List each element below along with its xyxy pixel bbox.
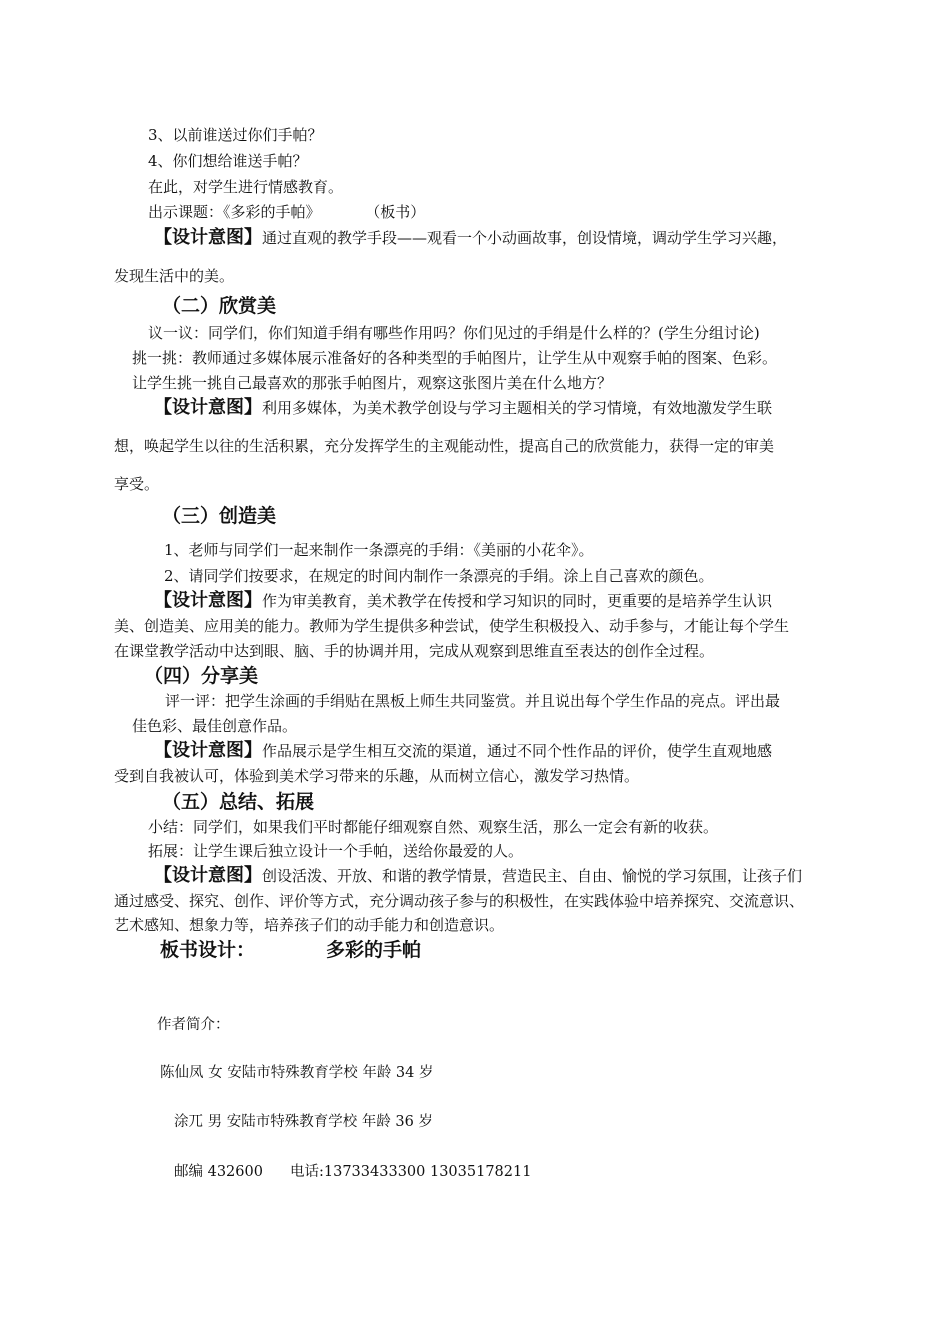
design-intent-tag: 【设计意图】 — [154, 590, 262, 611]
create-item-1: 1、老师与同学们一起来制作一条漂亮的手绢：《美丽的小花伞》。 — [164, 541, 594, 559]
design-intent-1-cont: 发现生活中的美。 — [114, 267, 235, 285]
design-intent-2-line3: 享受。 — [114, 475, 160, 493]
design-intent-tag: 【设计意图】 — [154, 397, 262, 418]
author-heading: 作者简介： — [157, 1017, 230, 1033]
design-intent-2 — [154, 398, 772, 418]
board-design-label: 板书设计： — [160, 939, 256, 961]
section-5-title: （五）总结、拓展 — [162, 791, 315, 813]
extend-line: 拓展：让学生课后独立设计一个手帕，送给你最爱的人。 — [148, 842, 524, 860]
section-3-title: （三）创造美 — [162, 505, 277, 527]
design-intent-4 — [154, 741, 772, 761]
evaluate-line-1: 评一评：把学生涂画的手绢贴在黑板上师生共同鉴赏。并且说出每个学生作品的亮点。评出最 — [165, 692, 781, 710]
board-design-title: 多彩的手帕 — [326, 939, 422, 961]
design-intent-5-line2: 通过感受、探究、创作、评价等方式，充分调动孩子参与的积极性，在实践体验中培养探究、交流意识、 — [114, 892, 805, 910]
design-intent-5-line3: 艺术感知、想象力等，培养孩子们的动手能力和创造意识。 — [114, 916, 505, 934]
design-intent-1 — [154, 228, 787, 248]
pick-line-1: 挑一挑：教师通过多媒体展示准备好的各种类型的手帕图片，让学生从中观察手帕的图案、色彩。 — [132, 349, 778, 367]
create-item-2: 2、请同学们按要求，在规定的时间内制作一条漂亮的手绢。涂上自己喜欢的颜色。 — [164, 567, 714, 585]
phone: 电话:13733433300 13035178211 — [290, 1164, 532, 1180]
design-intent-tag: 【设计意图】 — [154, 865, 262, 886]
discuss-line: 议一议：同学们，你们知道手绢有哪些作用吗？你们见过的手绢是什么样的？(学生分组讨论) — [148, 324, 760, 342]
design-intent-tag: 【设计意图】 — [154, 227, 262, 248]
design-intent-3-line2: 美、创造美、应用美的能力。教师为学生提供多种尝试，使学生积极投入、动手参与，才能让每个学生 — [114, 617, 790, 635]
topic-note: （板书） — [365, 203, 426, 221]
emotion-education: 在此，对学生进行情感教育。 — [148, 178, 344, 196]
question-3: 3、以前谁送过你们手帕？ — [148, 126, 323, 144]
evaluate-line-2: 佳色彩、最佳创意作品。 — [132, 717, 298, 735]
design-intent-tag: 【设计意图】 — [154, 740, 262, 761]
design-intent-3 — [154, 591, 772, 611]
section-4-title: （四）分享美 — [144, 665, 259, 687]
topic-line — [148, 202, 425, 222]
design-intent-4-line2: 受到自我被认可，体验到美术学习带来的乐趣，从而树立信心，激发学习热情。 — [114, 767, 640, 785]
design-intent-text: 利用多媒体，为美术教学创设与学习主题相关的学习情境，有效地激发学生联 — [262, 399, 773, 417]
design-intent-text: 作为审美教育，美术教学在传授和学习知识的同时，更重要的是培养学生认识 — [262, 592, 773, 610]
section-2-title: （二）欣赏美 — [162, 295, 277, 317]
design-intent-text: 创设活泼、开放、和谐的教学情景，营造民主、自由、愉悦的学习氛围，让孩子们 — [262, 867, 803, 885]
summary-line: 小结：同学们，如果我们平时都能仔细观察自然、观察生活，那么一定会有新的收获。 — [148, 818, 719, 836]
topic-text: 出示课题：《多彩的手帕》 — [148, 203, 321, 221]
postcode: 邮编 432600 — [174, 1164, 263, 1180]
author-1: 陈仙凤 女 安陆市特殊教育学校 年龄 34 岁 — [160, 1065, 434, 1081]
question-4: 4、你们想给谁送手帕？ — [148, 152, 308, 170]
pick-line-2: 让学生挑一挑自己最喜欢的那张手帕图片，观察这张图片美在什么地方？ — [132, 374, 613, 392]
author-2: 涂兀 男 安陆市特殊教育学校 年龄 36 岁 — [174, 1114, 433, 1130]
design-intent-text: 作品展示是学生相互交流的渠道，通过不同个性作品的评价，使学生直观地感 — [262, 742, 773, 760]
design-intent-5 — [154, 866, 802, 886]
design-intent-3-line3: 在课堂教学活动中达到眼、脑、手的协调并用，完成从观察到思维直至表达的创作全过程。 — [114, 642, 715, 660]
design-intent-2-line2: 想，唤起学生以往的生活积累，充分发挥学生的主观能动性，提高自己的欣赏能力，获得一定的审美 — [114, 437, 775, 455]
design-intent-text: 通过直观的教学手段——观看一个小动画故事，创设情境，调动学生学习兴趣， — [262, 229, 788, 247]
